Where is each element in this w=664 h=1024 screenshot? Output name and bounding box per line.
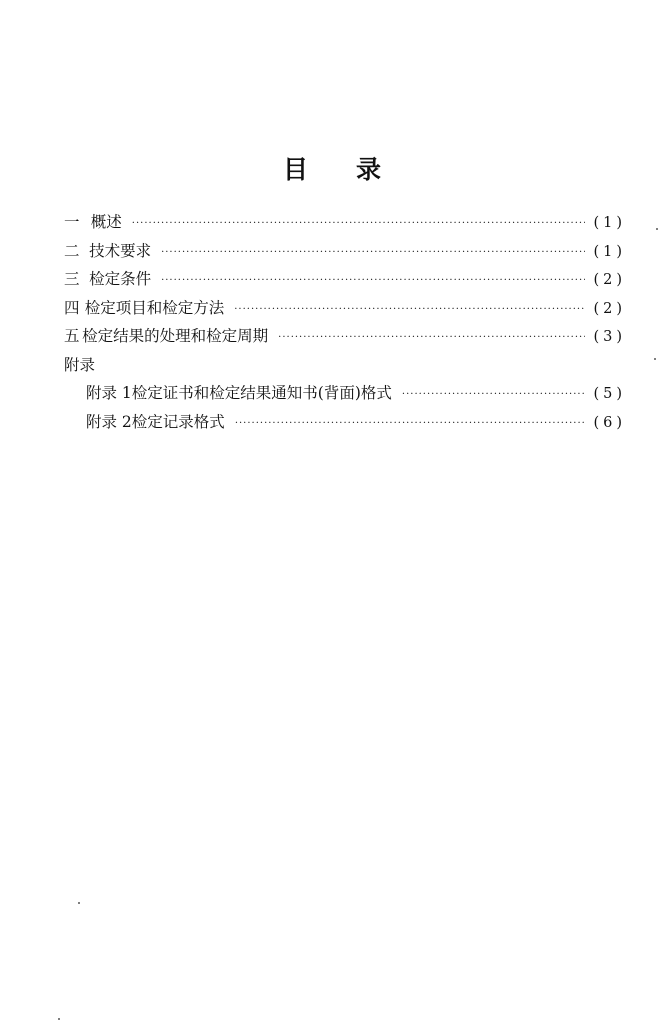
toc-entry[interactable]	[64, 208, 626, 237]
toc-entry-page: (5)	[593, 386, 626, 402]
toc-entry-label: 检定证书和检定结果通知书(背面)格式	[131, 384, 392, 402]
toc-dot-leader	[402, 381, 586, 410]
toc-entry-number: 二	[64, 241, 80, 260]
toc-entry[interactable]	[64, 322, 626, 351]
title-part-1: 目	[282, 155, 308, 184]
toc-entry-label: 概述	[90, 213, 122, 231]
toc-entry-label: 检定条件	[89, 270, 152, 288]
appendix-heading: 附录	[64, 355, 96, 374]
toc-entry-label: 技术要求	[89, 241, 152, 260]
toc-dot-leader	[132, 210, 586, 239]
toc-dot-leader	[161, 267, 585, 296]
table-of-contents	[64, 208, 626, 436]
toc-entry-label: 检定结果的处理和检定周期	[82, 327, 269, 345]
toc-entry[interactable]	[64, 294, 626, 323]
toc-entry-page: (2)	[593, 300, 626, 317]
toc-entry-number: 四	[64, 298, 80, 317]
toc-dot-leader	[235, 410, 586, 439]
toc-dot-leader	[161, 239, 585, 268]
scan-speck	[78, 902, 80, 904]
toc-entry-page: (6)	[593, 414, 626, 431]
toc-entry-page: (1)	[593, 215, 626, 231]
page-title	[0, 150, 664, 186]
toc-entry-number: 三	[64, 270, 80, 288]
toc-entry-page: (3)	[593, 329, 626, 345]
toc-entry-number: 五	[64, 327, 80, 345]
toc-dot-leader	[234, 296, 585, 325]
toc-entry-number: 附录 2	[86, 412, 132, 431]
title-part-2: 录	[356, 155, 382, 184]
toc-entry-label: 检定记录格式	[131, 412, 225, 431]
toc-entry-label: 检定项目和检定方法	[84, 298, 225, 317]
toc-appendix-entry[interactable]	[64, 379, 626, 408]
toc-entry-page: (1)	[593, 243, 626, 260]
scan-speck	[654, 358, 656, 360]
toc-dot-leader	[278, 324, 585, 353]
toc-entry-page: (2)	[593, 272, 626, 288]
toc-entry-number: 一	[64, 213, 80, 231]
scan-speck	[656, 228, 658, 230]
toc-entry[interactable]	[64, 237, 626, 266]
scan-speck	[58, 1018, 60, 1020]
toc-entry[interactable]	[64, 265, 626, 294]
toc-entry-number: 附录 1	[86, 384, 132, 402]
toc-appendix-entry[interactable]	[64, 408, 626, 437]
